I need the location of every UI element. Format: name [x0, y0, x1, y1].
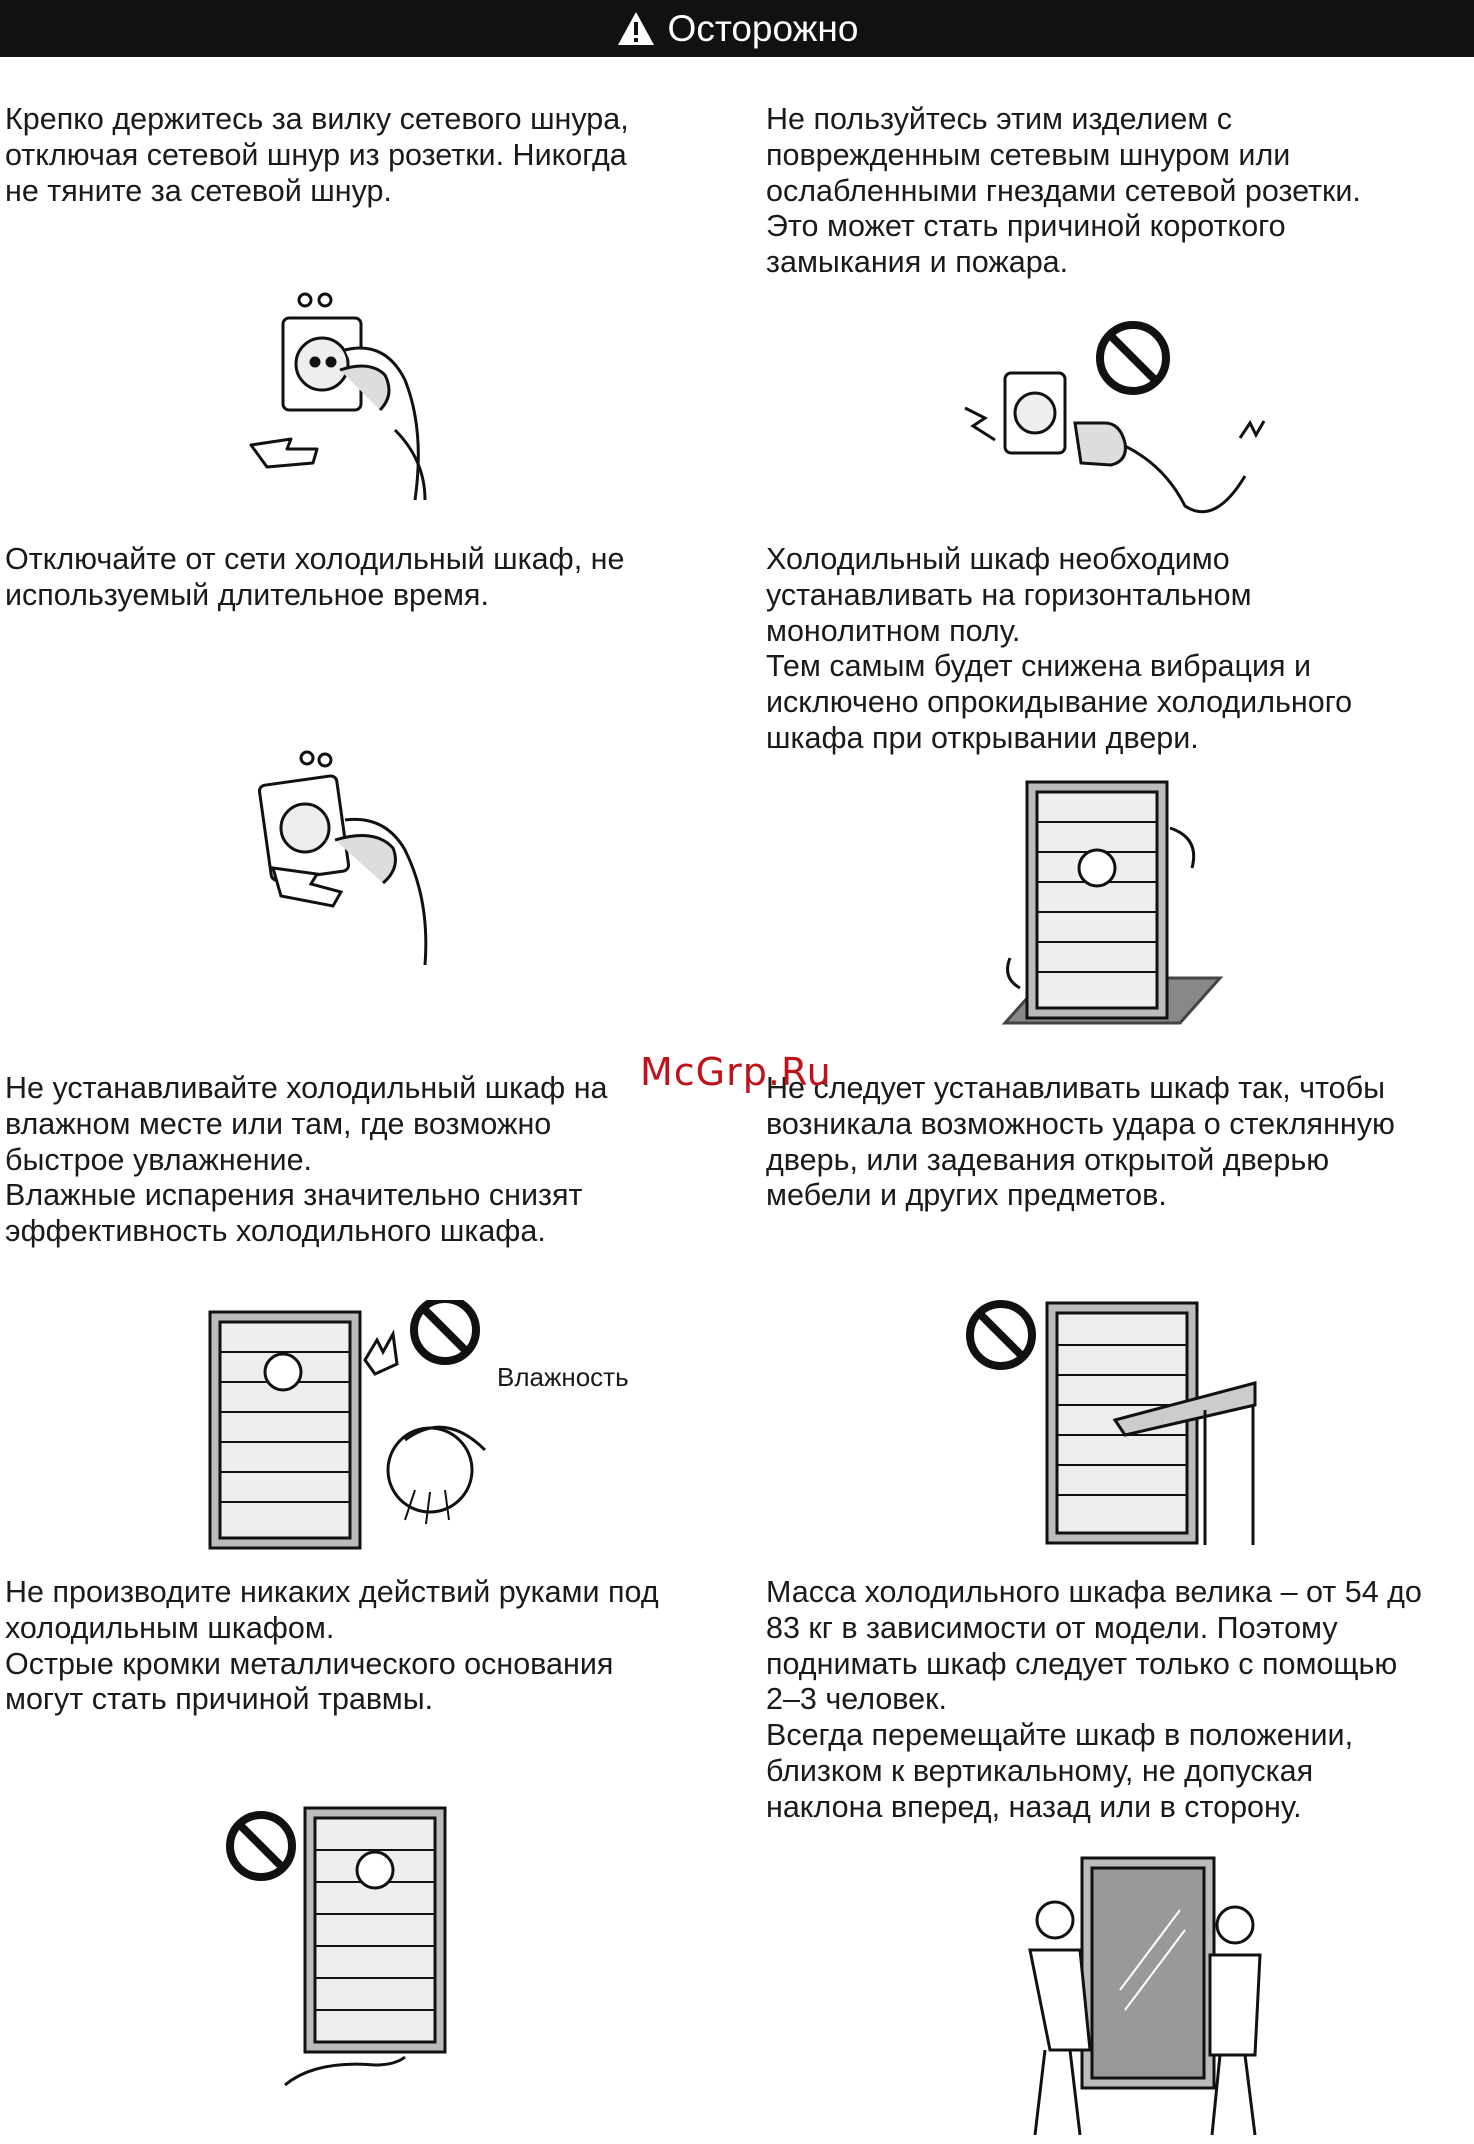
- caution-text-unplug-unused: Отключайте от сети холодильный шкаф, не используемый длительное время.: [5, 542, 625, 612]
- damaged-cord-illustration: [955, 318, 1275, 538]
- caution-text-unplug-grip: Крепко держитесь за вилку сетевого шнура, отключая сетевой шнур из розетки. Никогда не тяните за сетевой шнур.: [5, 102, 629, 208]
- hands-under-illustration: [225, 1800, 455, 2090]
- carry-illustration: [1010, 1850, 1280, 2142]
- caution-text-hands-under: Не производите никаких действий руками под холодильным шкафом. Острые кромки металлического основания могут стать причиной травмы.: [5, 1575, 659, 1717]
- unplug-unused-illustration: [245, 740, 465, 970]
- plug-grip-illustration: [245, 280, 455, 505]
- prohibited-icon: [230, 1815, 292, 1877]
- door-clearance-illustration: [965, 1295, 1265, 1550]
- caution-text-level-floor: Холодильный шкаф необходимо устанавливать на горизонтальном монолитном полу. Тем самым будет снижена вибрация и исключено опрокидывание холодильного шкафа при открывании двери.: [766, 542, 1353, 755]
- prohibited-icon: [970, 1304, 1032, 1366]
- warning-triangle-icon: [616, 9, 656, 49]
- caution-text-humidity: Не устанавливайте холодильный шкаф на влажном месте или там, где возможно быстрое увлажнение. Влажные испарения значительно снизят эффективность холодильного шкафа.: [5, 1071, 608, 1249]
- caution-text-damaged-cord: Не пользуйтесь этим изделием с поврежденным сетевым шнуром или ослабленными гнездами сетевой розетки. Это может стать причиной короткого замыкания и пожара.: [766, 102, 1361, 280]
- prohibited-icon: [1100, 325, 1166, 391]
- humidity-label: Влажность: [497, 1362, 629, 1392]
- prohibited-icon: [414, 1300, 476, 1361]
- caution-text-door-clearance: Не следует устанавливать шкаф так, чтобы возникала возможность удара о стеклянную дверь, или задевания открытой дверью мебели и других предметов.: [766, 1071, 1395, 1213]
- caution-header: [0, 0, 1474, 57]
- level-floor-illustration: [1000, 778, 1225, 1060]
- watermark: McGrp.Ru: [640, 1050, 832, 1094]
- humidity-illustration: [205, 1300, 525, 1552]
- caution-text-weight-carry: Масса холодильного шкафа велика – от 54 до 83 кг в зависимости от модели. Поэтому поднимать шкаф следует только с помощью 2–3 человек. Всегда перемещайте шкаф в положении, близком к вертикальному, не допуская наклона вперед, назад или в сторону.: [766, 1575, 1422, 1824]
- header-title: Осторожно: [667, 7, 859, 49]
